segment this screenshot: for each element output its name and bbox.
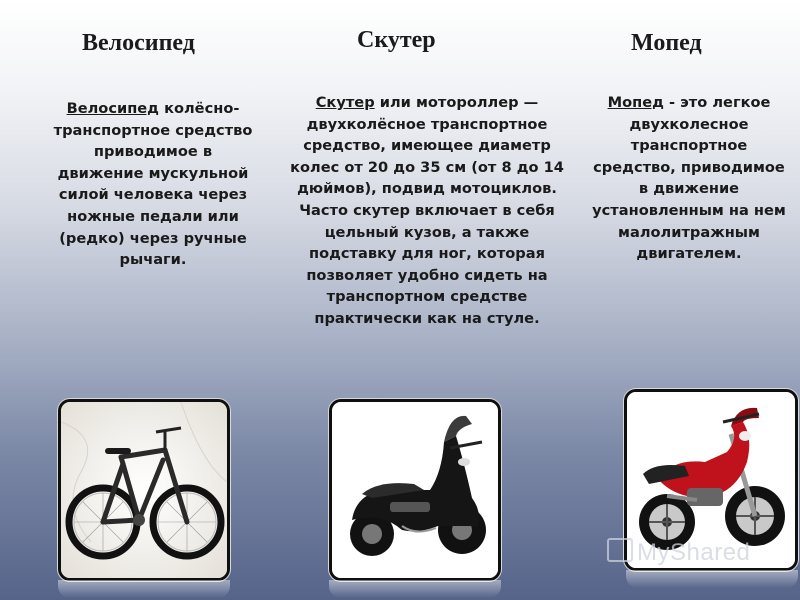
scooter-drawing (332, 402, 498, 578)
bicycle-drawing (61, 402, 227, 578)
moped-text: - это легкое двухколесное транспортное средство, приводимое в движение установленным на нем малолитражным двигателем. (592, 94, 786, 263)
scooter-text: или мотороллер — двухколёсное транспортное средство, имеющее диаметр колес от 20 до 35 см (от 8 до 14 дюймов), подвид мотоциклов. Часто скутер включает в себя цельный кузов, а также подставку для ног, которая позволяет удобно сидеть на транспортном средстве практически как на стуле. (290, 94, 564, 327)
scooter-reflection (329, 580, 501, 598)
bicycle-image (58, 399, 230, 581)
moped-reflection (626, 570, 798, 588)
moped-term: Мопед (607, 94, 664, 111)
scooter-image (329, 399, 501, 581)
watermark-logo-icon (607, 538, 633, 562)
title-bicycle: Велосипед (82, 30, 195, 56)
bicycle-text: колёсно-транспортное средство приводимое в движение мускульной силой человека через ножные педали или (редко) через ручные рычаги. (53, 100, 253, 269)
myshared-watermark (607, 538, 750, 567)
title-moped: Мопед (631, 30, 702, 56)
bicycle-reflection (58, 580, 230, 598)
bicycle-term: Велосипед (66, 100, 159, 117)
scooter-term: Скутер (315, 94, 375, 111)
title-scooter: Скутер (357, 27, 436, 53)
watermark-text: MyShared (637, 539, 751, 566)
bicycle-description (50, 98, 256, 271)
scooter-description (288, 92, 566, 330)
moped-description (588, 92, 790, 265)
